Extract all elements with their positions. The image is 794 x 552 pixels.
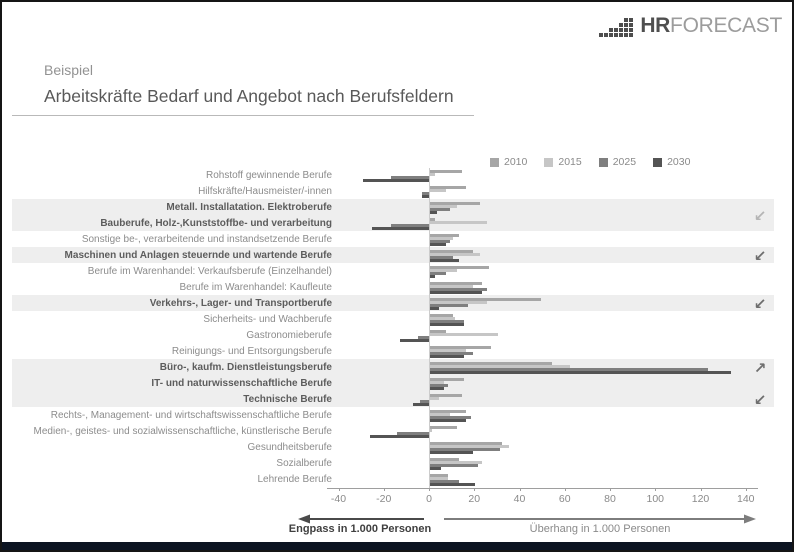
category-label: Technische Berufe xyxy=(243,394,332,405)
ueberhang-caption: Überhang in 1.000 Personen xyxy=(529,523,671,535)
bar-2030 xyxy=(430,275,435,278)
bar-2030 xyxy=(413,403,429,406)
axis-tick-label: 120 xyxy=(691,493,710,505)
trend-arrow-down-left-icon: ↙ xyxy=(753,295,767,313)
engpass-caption: Engpass in 1.000 Personen xyxy=(288,523,432,535)
dots-column xyxy=(609,28,613,37)
category-label: Büro-, kaufm. Dienstleistungsberufe xyxy=(159,362,332,373)
dots-column xyxy=(619,23,623,37)
axis-tick xyxy=(339,488,340,491)
page-title: Arbeitskräfte Bedarf und Angebot nach Berufsfeldern xyxy=(44,86,454,106)
slide-eyebrow: Beispiel xyxy=(44,62,94,78)
category-label: Medien-, geistes- und sozialwissenschaftliche, künstlerische Berufe xyxy=(33,426,332,437)
axis-tick-label: 40 xyxy=(513,493,526,505)
axis-tick xyxy=(474,488,475,491)
bar-2030 xyxy=(430,387,444,390)
bar-2030 xyxy=(363,179,429,182)
axis-tick xyxy=(610,488,611,491)
axis-tick-label: 140 xyxy=(736,493,755,505)
axis-tick xyxy=(520,488,521,491)
category-label: Berufe im Warenhandel: Verkaufsberufe (Einzelhandel) xyxy=(87,266,332,277)
legend-swatch-icon xyxy=(490,158,499,167)
legend-label: 2025 xyxy=(612,156,637,168)
bar-2030 xyxy=(430,483,475,486)
axis-tick xyxy=(429,488,430,491)
dots-column xyxy=(604,33,608,37)
axis-tick-label: 100 xyxy=(646,493,665,505)
category-label: Gesundheitsberufe xyxy=(247,442,332,453)
category-label: Maschinen und Anlagen steuernde und wartende Berufe xyxy=(64,250,332,261)
legend xyxy=(490,156,690,168)
category-label: Sonstige be-, verarbeitende und instandsetzende Berufe xyxy=(81,234,332,245)
bar-2030 xyxy=(422,195,429,198)
x-axis-line xyxy=(327,488,758,489)
trend-arrow-down-left-icon: ↙ xyxy=(753,247,767,265)
dots-column xyxy=(624,18,628,37)
legend-label: 2015 xyxy=(558,156,582,168)
category-label: Gastronomieberufe xyxy=(246,330,332,341)
bar-2015 xyxy=(430,397,439,400)
category-label: Verkehrs-, Lager- und Transportberufe xyxy=(149,298,332,309)
bar-2030 xyxy=(430,259,459,262)
bar-2015 xyxy=(430,429,432,432)
axis-tick xyxy=(565,488,566,491)
axis-tick xyxy=(655,488,656,491)
slide-footer-bar xyxy=(2,542,792,550)
bar-2030 xyxy=(430,355,464,358)
category-label: Berufe im Warenhandel: Kaufleute xyxy=(179,282,332,293)
bar-2015 xyxy=(430,189,446,192)
category-label: Rohstoff gewinnende Berufe xyxy=(205,170,332,181)
zero-axis-line xyxy=(429,168,430,488)
bar-2010 xyxy=(430,426,457,429)
bar-2030 xyxy=(372,227,429,230)
dots-stairs-icon xyxy=(599,16,633,37)
axis-tick-label: 60 xyxy=(558,493,571,505)
category-label: Sicherheits- und Wachberufe xyxy=(203,314,332,325)
bar-2030 xyxy=(370,435,429,438)
category-label: Hilfskräfte/Hausmeister/-innen xyxy=(198,186,332,197)
dots-column xyxy=(614,28,618,37)
dots-column xyxy=(599,33,603,37)
bar-2030 xyxy=(430,371,731,374)
category-label: Bauberufe, Holz-,Kunststoffbe- und verarbeitung xyxy=(100,218,332,229)
logo-hr: HR xyxy=(640,14,671,37)
logo-forecast: FORECAST xyxy=(670,14,782,37)
axis-tick-label: 0 xyxy=(426,493,432,505)
category-label: Metall. Installatation. Elektroberufe xyxy=(166,202,332,213)
axis-tick-label: -20 xyxy=(376,493,392,505)
bar-chart xyxy=(12,156,786,505)
legend-swatch-icon xyxy=(599,158,608,167)
axis-tick-label: 20 xyxy=(468,493,481,505)
axis-tick-label: -40 xyxy=(330,493,347,505)
legend-swatch-icon xyxy=(544,158,553,167)
title-divider xyxy=(12,115,474,116)
bar-2030 xyxy=(430,211,437,214)
category-label: Reinigungs- und Entsorgungsberufe xyxy=(171,346,332,357)
legend-swatch-icon xyxy=(653,158,662,167)
bar-2015 xyxy=(430,221,487,224)
legend-label: 2010 xyxy=(504,156,528,168)
axis-tick xyxy=(384,488,385,491)
legend-item-2015 xyxy=(544,156,581,168)
bar-2015 xyxy=(430,333,498,336)
bar-2030 xyxy=(430,243,446,246)
bar-2030 xyxy=(430,451,473,454)
dots-column xyxy=(629,18,633,37)
bar-2010 xyxy=(430,170,462,173)
axis-tick xyxy=(701,488,702,491)
bar-2030 xyxy=(430,307,439,310)
category-label: Lehrende Berufe xyxy=(257,474,332,485)
bar-2030 xyxy=(400,339,429,342)
trend-arrow-up-right-icon: ↗ xyxy=(753,359,767,377)
category-label: Rechts-, Management- und wirtschaftswissenschaftliche Berufe xyxy=(50,410,332,421)
bar-2015 xyxy=(430,173,435,176)
category-label: Sozialberufe xyxy=(276,458,332,469)
trend-arrow-down-left-icon: ↙ xyxy=(753,207,767,225)
legend-item-2010 xyxy=(490,156,527,168)
hrforecast-logo xyxy=(599,14,782,38)
axis-tick-label: 80 xyxy=(604,493,616,505)
bar-2030 xyxy=(430,419,466,422)
legend-item-2030 xyxy=(653,156,690,168)
bar-2030 xyxy=(430,323,464,326)
legend-item-2025 xyxy=(599,156,636,168)
bar-2030 xyxy=(430,291,482,294)
axis-tick xyxy=(746,488,747,491)
category-label: IT- und naturwissenschaftliche Berufe xyxy=(151,378,332,389)
bar-2030 xyxy=(430,467,441,470)
logo-text xyxy=(640,14,782,38)
legend-label: 2030 xyxy=(667,156,691,168)
trend-arrow-down-left-icon: ↙ xyxy=(753,391,767,409)
